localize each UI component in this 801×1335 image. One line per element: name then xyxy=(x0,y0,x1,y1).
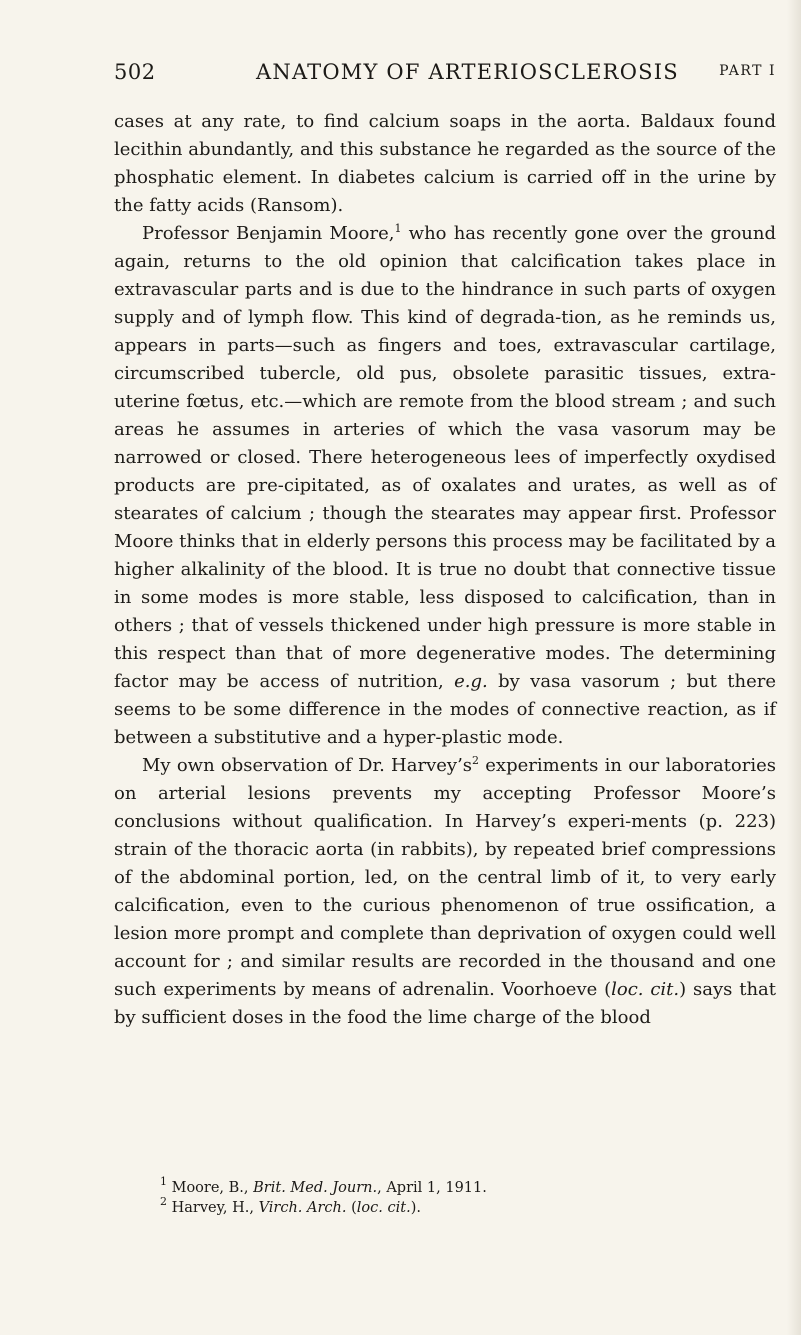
footnote-2-journal: Virch. Arch. xyxy=(258,1200,347,1216)
running-title: ANATOMY OF ARTERIOSCLEROSIS xyxy=(256,60,679,84)
running-header xyxy=(114,60,776,94)
page-number: 502 xyxy=(114,60,156,84)
paragraph-3 xyxy=(114,752,776,1032)
footnote-2-loc-cit: loc. cit. xyxy=(356,1200,411,1216)
footnote-1 xyxy=(114,1175,776,1198)
paragraph-2-text-b: who has recently gone over the ground again, returns to the old opinion that calcification takes place in extravascular parts and is due to the hindrance in such parts of oxygen supply and of lymph flow. This kind of degrada-tion, as he reminds us, appears in parts—such as fingers and toes, extravascular cartilage, circumscribed tubercle, old pus, obsolete parasitic tissues, extra-uterine fœtus, etc.—which are remote from the blood stream ; and such areas he assumes in arteries of which the vasa vasorum may be narrowed or closed. There heterogeneous lees of imperfectly oxydised products are pre-cipitated, as of oxalates and urates, as well as of stearates of calcium ; though the stearates may appear first. Professor Moore thinks that in elderly persons this process may be facilitated by a higher alkalinity of the blood. It is true no doubt that connective tissue in some modes is more stable, less disposed to calcification, than in others ; that of vessels thickened under high pressure is more stable in this respect than that of more degenerative modes. The determining factor may be access of nutrition, xyxy=(114,223,776,692)
footnote-marker-1[interactable]: 1 xyxy=(394,222,402,235)
paragraph-2-italic-eg: e.g. xyxy=(454,671,488,692)
paragraph-2 xyxy=(114,220,776,752)
paragraph-2-text-c: by vasa vasorum ; but there seems to be some difference in the modes of connective reaction, as if between a substitutive and a hyper-plastic mode. xyxy=(114,671,776,748)
paragraph-3-text-c: ) says that by sufficient doses in the food the lime charge of the blood xyxy=(114,979,777,1028)
paragraph-3-text-b: experiments in our laboratories on arterial lesions prevents my accepting Professor Moore’s conclusions without qualification. In Harvey’s experi-ments (p. 223) strain of the thoracic aorta (in rabbits), by repeated brief compressions of the abdominal portion, led, on the central limb of it, to very early calcification, even to the curious phenomenon of true ossification, a lesion more prompt and complete than deprivation of oxygen could well account for ; and similar results are recorded in the thousand and one such experiments by means of adrenalin. Voorhoeve ( xyxy=(114,755,776,1000)
footnote-1-journal: Brit. Med. Journ. xyxy=(253,1180,378,1196)
footnote-1-author: Moore, B., xyxy=(171,1180,254,1196)
paragraph-3-text-a: My own observation of Dr. Harvey’s xyxy=(142,755,473,776)
footnote-1-number: 1 xyxy=(160,1175,167,1188)
paragraph-1 xyxy=(114,108,776,220)
page-edge-shadow xyxy=(787,0,801,1335)
paragraph-2-text-a: Professor Benjamin Moore, xyxy=(142,223,395,244)
footnotes xyxy=(114,1175,776,1218)
body-text xyxy=(114,108,776,1032)
footnote-2-number: 2 xyxy=(160,1195,167,1208)
footnote-2-paren-close: ). xyxy=(410,1200,421,1216)
footnote-2-paren-open: ( xyxy=(346,1200,357,1216)
paragraph-1-text: cases at any rate, to find calcium soaps in the aorta. Baldaux found lecithin abundantly, and this substance he regarded as the source of the phosphatic element. In diabetes calcium is carried off in the urine by the fatty acids (Ransom). xyxy=(114,111,776,216)
footnote-2-author: Harvey, H., xyxy=(171,1200,259,1216)
paragraph-3-italic-loc-cit: loc. cit. xyxy=(611,979,680,1000)
footnote-marker-2[interactable]: 2 xyxy=(472,754,480,767)
part-label: PART I xyxy=(719,63,776,79)
footnote-2 xyxy=(114,1195,776,1218)
footnote-1-date: , April 1, 1911. xyxy=(377,1180,487,1196)
